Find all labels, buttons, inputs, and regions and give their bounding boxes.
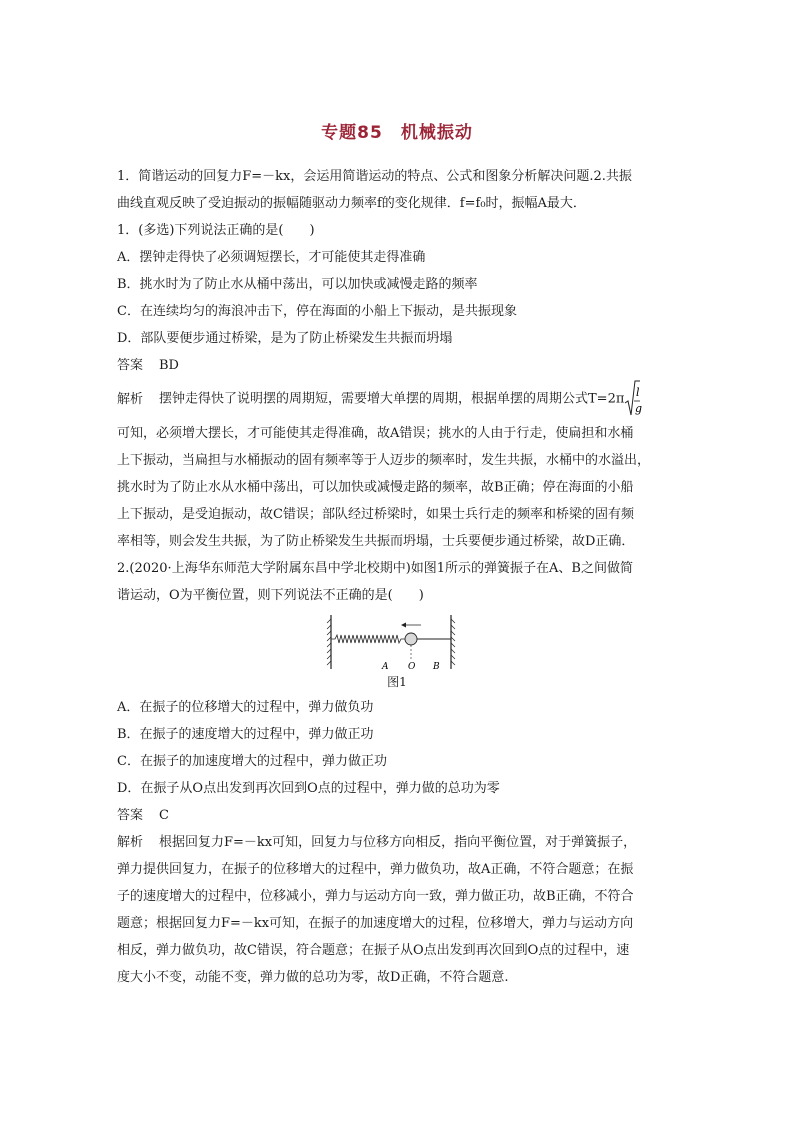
q2-option-c: C．在振子的加速度增大的过程中，弹力做正功 [117,753,387,769]
q1-analysis-line: 挑水时为了防止水从水桶中荡出，可以加快或减慢走路的频率，故B正确；停在海面的小船 [117,479,634,495]
q2-stem-line-2: 谐运动，O为平衡位置，则下列说法不正确的是( ) [117,587,424,603]
oscillator-ball [405,633,417,645]
q2-analysis-line: 题意；根据回复力F=－kx可知，在振子的加速度增大的过程，位移增大，弹力与运动方向 [117,915,634,931]
intro-line-2: 曲线直观反映了受迫振动的振幅随驱动力频率f的变化规律．f=f₀时，振幅A最大． [117,196,586,211]
page-title: 专题85 机械振动 [321,123,473,143]
q1-analysis-line: 上下振动，是受迫振动，故C错误；部队经过桥梁时，如果士兵行走的频率和桥梁的固有频 [117,506,634,522]
left-wall-hatch [327,619,331,665]
intro-line-1: 1．简谐运动的回复力F=－kx，会运用简谐运动的特点、公式和图象分析解决问题.2.共振 [117,169,632,184]
q1-analysis-first [117,379,677,420]
q1-option-b: B．挑水时为了防止水从桶中荡出，可以加快或减慢走路的频率 [117,277,478,292]
q2-option-d: D．在振子从O点出发到再次回到O点的过程中，弹力做的总功为零 [117,780,500,796]
answer-label: 答案 [117,807,144,823]
q2-option-a: A．在振子的位移增大的过程中，弹力做负功 [117,699,374,715]
q2-analysis-line: 度大小不变，动能不变，弹力做的总功为零，故D正确，不符合题意. [117,969,509,985]
spring [331,635,405,643]
answer-label: 答案 [117,358,144,373]
q2-analysis-first [117,829,677,856]
q1-answer [117,352,677,379]
analysis-label: 解析 [117,391,144,407]
analysis-label: 解析 [117,834,144,850]
q2-analysis-line: 子的速度增大的过程中，位移减小，弹力与运动方向一致，弹力做正功，故B正确，不符合 [117,888,634,904]
q1-analysis-line: 率相等，则会发生共振，为了防止桥梁发生共振而坍塌，士兵要便步通过桥梁，故D正确． [117,533,635,549]
q2-analysis-line: 弹力提供回复力，在振子的位移增大的过程中，弹力做负功，故A正确，不符合题意；在振 [117,861,634,877]
arrow-head-icon [401,622,406,627]
right-wall-hatch [451,619,455,665]
label-a: A [382,661,389,672]
sqrt-formula [624,379,643,419]
q1-option-a: A．摆钟走得快了必须调短摆长，才可能使其走得准确 [117,250,426,265]
answer-value: BD [159,358,179,373]
document-page [117,118,677,991]
q1-option-c: C．在连续均匀的海浪冲击下，停在海面的小船上下振动，是共振现象 [117,304,517,319]
q1-option-d: D．部队要便步通过桥梁，是为了防止桥梁发生共振而坍塌 [117,331,453,346]
answer-value: C [159,807,169,823]
figure-caption: 图1 [387,674,407,689]
analysis-text: 根据回复力F=－kx可知，回复力与位移方向相反，指向平衡位置，对于弹簧振子， [159,834,637,850]
q1-stem: 1．(多选)下列说法正确的是( ) [117,223,315,238]
formula-numerator: l [636,386,640,399]
label-b: B [433,661,440,672]
q1-analysis-line: 可知，必须增大摆长，才可能使其走得准确，故A错误；挑水的人由于行走，使扁担和水桶 [117,425,634,441]
q2-option-b: B．在振子的速度增大的过程中，弹力做正功 [117,726,374,742]
spring-oscillator-figure [325,613,455,673]
q1-analysis-line: 上下振动，当扁担与水桶振动的固有频率等于人迈步的频率时，发生共振，水桶中的水溢出， [117,452,651,468]
formula-denominator: g [635,402,643,415]
analysis-text: 摆钟走得快了说明摆的周期短，需要增大单摆的周期，根据单摆的周期公式T=2π [159,391,625,407]
q2-stem-line-1: 2.(2020·上海华东师范大学附属东昌中学北校期中)如图1所示的弹簧振子在A、B之间做简 [117,560,633,576]
label-o: O [408,661,416,672]
q2-answer [117,802,677,829]
q2-analysis-line: 相反，弹力做负功，故C错误，符合题意；在振子从O点出发到再次回到O点的过程中，速 [117,942,630,958]
